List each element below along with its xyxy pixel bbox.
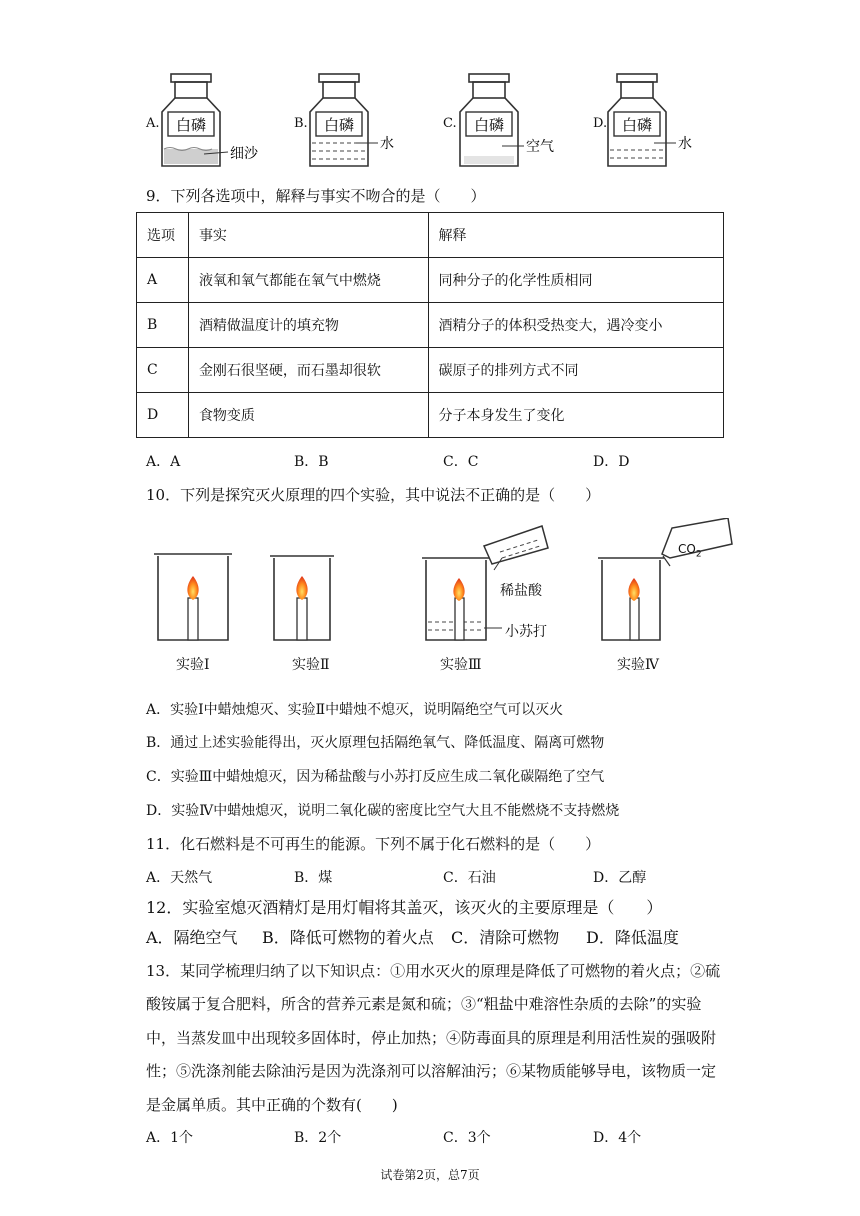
q9-option-d[interactable]: D．D — [593, 454, 630, 470]
page-footer: 试卷第2页，总7页 — [380, 1168, 480, 1182]
q8-bottle-d — [606, 66, 726, 176]
q11-option-d[interactable]: D．乙醇 — [593, 870, 647, 886]
q11-option-a[interactable]: A．天然气 — [146, 870, 213, 886]
label-baking-soda: 小苏打 — [505, 624, 547, 640]
callout-water-b: 水 — [380, 136, 394, 152]
co2-text: CO — [678, 542, 696, 556]
q13-option-b[interactable]: B．2个 — [294, 1130, 342, 1146]
callout-air: 空气 — [526, 139, 554, 155]
q8-option-b-label: B. — [294, 116, 308, 131]
q9-option-b[interactable]: B．B — [294, 454, 329, 470]
q11-stem: 11．化石燃料是不可再生的能源。下列不属于化石燃料的是（ ） — [146, 835, 601, 853]
row-explanation: 同种分子的化学性质相同 — [428, 258, 723, 303]
q8-bottle-b — [308, 66, 428, 176]
bottle-label: 白磷 — [323, 116, 355, 134]
q12-option-b[interactable]: B．降低可燃物的着火点 — [262, 928, 434, 947]
q10-option-c[interactable]: C．实验Ⅲ中蜡烛熄灭，因为稀盐酸与小苏打反应生成二氧化碳隔绝了空气 — [146, 769, 605, 785]
q13-line-2: 酸铵属于复合肥料，所含的营养元素是氮和硫；③“粗盐中难溶性杂质的去除”的实验 — [146, 995, 702, 1013]
caption-exp-2: 实验Ⅱ — [292, 657, 330, 673]
table-row — [137, 258, 724, 303]
table-row — [137, 348, 724, 393]
row-explanation: 分子本身发生了变化 — [428, 393, 723, 438]
q13-line-4: 性；⑤洗涤剂能去除油污是因为洗涤剂可以溶解油污；⑥某物质能够导电，该物质一定 — [146, 1062, 717, 1080]
q8-option-a-label: A. — [146, 116, 160, 131]
q13-option-d[interactable]: D．4个 — [593, 1130, 642, 1146]
q8-option-c-label: C. — [443, 116, 457, 131]
q9-stem: 9．下列各选项中，解释与事实不吻合的是（ ） — [146, 187, 486, 205]
q10-option-b[interactable]: B．通过上述实验能得出，灭火原理包括隔绝氧气、降低温度、隔离可燃物 — [146, 735, 605, 751]
row-explanation: 碳原子的排列方式不同 — [428, 348, 723, 393]
q9-option-c[interactable]: C．C — [443, 454, 479, 470]
q9-option-a[interactable]: A．A — [146, 454, 181, 470]
row-fact: 液氧和氧气都能在氧气中燃烧 — [188, 258, 428, 303]
caption-exp-3: 实验Ⅲ — [440, 657, 482, 673]
q11-option-b[interactable]: B．煤 — [294, 870, 333, 886]
experiment-2 — [270, 556, 334, 640]
header-fact: 事实 — [188, 213, 428, 258]
callout-sand: 细沙 — [230, 146, 258, 162]
q13-line-5: 是金属单质。其中正确的个数有( ) — [146, 1096, 398, 1114]
co2-subscript: 2 — [695, 549, 702, 560]
row-fact: 酒精做温度计的填充物 — [188, 303, 428, 348]
q8-bottle-c — [458, 66, 578, 176]
row-explanation: 酒精分子的体积受热变大，遇冷变小 — [428, 303, 723, 348]
label-dilute-hcl: 稀盐酸 — [500, 583, 542, 599]
row-option: B — [137, 303, 189, 348]
header-option: 选项 — [137, 213, 189, 258]
bottle-label: 白磷 — [621, 116, 653, 134]
row-fact: 食物变质 — [188, 393, 428, 438]
q13-option-c[interactable]: C．3个 — [443, 1130, 491, 1146]
q10-option-a[interactable]: A．实验Ⅰ中蜡烛熄灭、实验Ⅱ中蜡烛不熄灭，说明隔绝空气可以灭火 — [146, 702, 564, 718]
row-option: D — [137, 393, 189, 438]
caption-exp-1: 实验Ⅰ — [176, 657, 210, 673]
q13-line-1: 13．某同学梳理归纳了以下知识点：①用水灭火的原理是降低了可燃物的着火点；②硫 — [146, 962, 721, 980]
row-option: A — [137, 258, 189, 303]
q10-stem: 10．下列是探究灭火原理的四个实验，其中说法不正确的是（ ） — [146, 486, 601, 504]
q9-table — [136, 212, 724, 438]
q12-option-d[interactable]: D．降低温度 — [586, 928, 679, 947]
experiment-1 — [154, 554, 232, 640]
q12-option-a[interactable]: A．隔绝空气 — [146, 928, 238, 947]
q13-option-a[interactable]: A．1个 — [146, 1130, 194, 1146]
q12-option-c[interactable]: C．清除可燃物 — [451, 928, 560, 947]
table-header-row — [137, 213, 724, 258]
table-row — [137, 393, 724, 438]
bottle-label: 白磷 — [473, 116, 505, 134]
callout-water-d: 水 — [678, 136, 692, 152]
row-fact: 金刚石很坚硬，而石墨却很软 — [188, 348, 428, 393]
q11-option-c[interactable]: C．石油 — [443, 870, 496, 886]
q13-line-3: 中，当蒸发皿中出现较多固体时，停止加热；④防毒面具的原理是利用活性炭的强吸附 — [146, 1029, 717, 1047]
row-option: C — [137, 348, 189, 393]
experiment-4 — [598, 518, 732, 640]
caption-exp-4: 实验Ⅳ — [617, 657, 659, 673]
q10-option-d[interactable]: D．实验Ⅳ中蜡烛熄灭，说明二氧化碳的密度比空气大且不能燃烧不支持燃烧 — [146, 803, 620, 819]
header-explanation: 解释 — [428, 213, 723, 258]
label-co2 — [678, 542, 702, 559]
q12-stem: 12．实验室熄灭酒精灯是用灯帽将其盖灭，该灭火的主要原理是（ ） — [146, 898, 663, 917]
table-row — [137, 303, 724, 348]
bottle-label: 白磷 — [175, 116, 207, 134]
q8-option-d-label: D. — [593, 116, 608, 131]
q8-bottle-a — [160, 66, 280, 176]
